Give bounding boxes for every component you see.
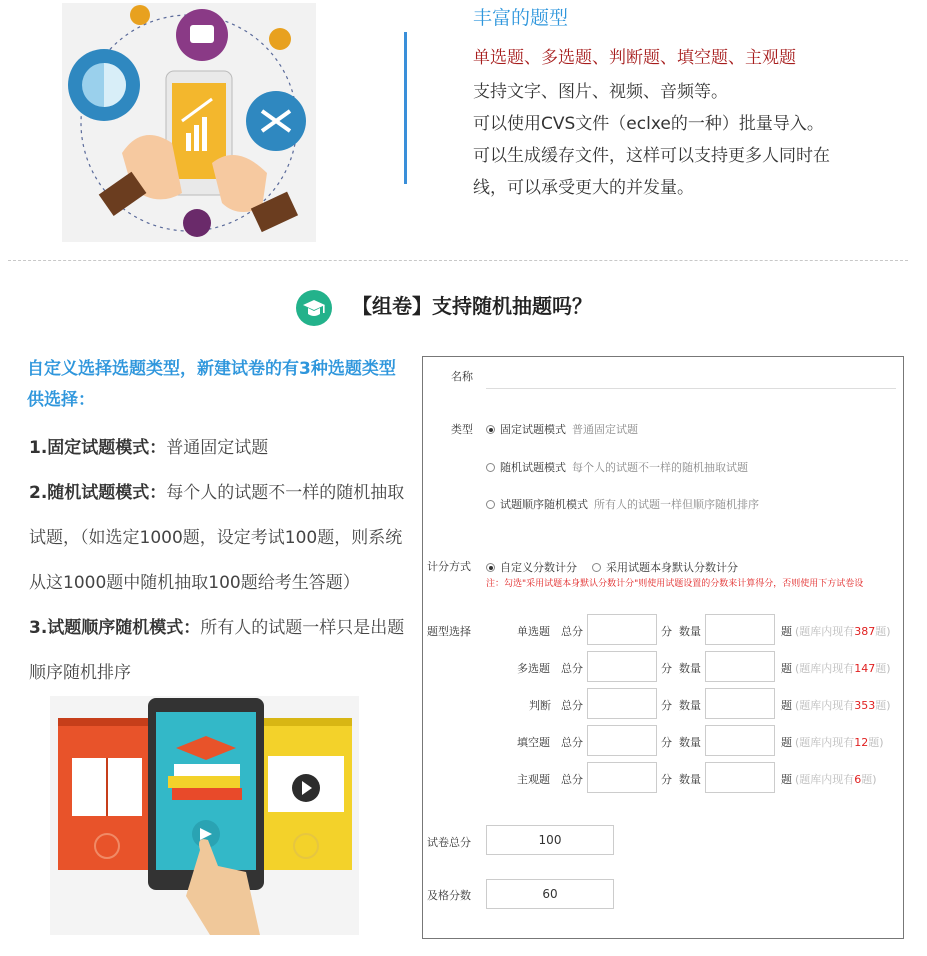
tablet-books-illustration bbox=[50, 696, 359, 935]
scoring-label: 计分方式 bbox=[427, 560, 471, 573]
feature-line: 线，可以承受更大的并发量。 bbox=[473, 178, 694, 198]
avail-suffix: 题) bbox=[861, 773, 877, 786]
mode-name: 3.试题顺序随机模式： bbox=[29, 618, 201, 638]
option-desc: 普通固定试题 bbox=[572, 423, 638, 436]
section-title: 【组卷】支持随机抽题吗？ bbox=[352, 294, 592, 318]
mode-item bbox=[29, 426, 419, 471]
name-label: 名称 bbox=[451, 370, 473, 383]
count-label: 数量 bbox=[679, 773, 701, 786]
graduation-cap-icon bbox=[296, 290, 332, 326]
avail-suffix: 题) bbox=[868, 736, 884, 749]
question-types-list: 单选题、多选题、判断题、填空题、主观题 bbox=[473, 48, 796, 68]
radio-icon[interactable] bbox=[592, 563, 601, 572]
option-desc: 所有人的试题一样但顺序随机排序 bbox=[594, 498, 759, 511]
mode-name: 2.随机试题模式： bbox=[29, 483, 167, 503]
total-score-label: 试卷总分 bbox=[427, 836, 471, 849]
pass-score-field[interactable]: 60 bbox=[486, 879, 614, 909]
avail-number: 387 bbox=[854, 625, 876, 638]
option-label: 固定试题模式 bbox=[500, 423, 566, 436]
fen-label: 分 bbox=[661, 773, 672, 786]
qtype-row-judge bbox=[483, 688, 899, 720]
total-label: 总分 bbox=[561, 736, 583, 749]
ti-label: 题 bbox=[781, 662, 792, 675]
count-input[interactable] bbox=[705, 614, 775, 645]
mode-desc: 每个人的试题不一样的随机抽取试题，（如选定1000题，设定考试100题，则系统从这1000题中随机抽取100题给考生答题） bbox=[29, 483, 405, 593]
qtype-name: 主观题 bbox=[517, 773, 550, 786]
avail-suffix: 题) bbox=[875, 662, 891, 675]
available-count bbox=[795, 623, 891, 639]
qtype-name: 多选题 bbox=[517, 662, 550, 675]
count-input[interactable] bbox=[705, 688, 775, 719]
total-label: 总分 bbox=[561, 662, 583, 675]
qtype-name: 填空题 bbox=[517, 736, 550, 749]
option-label: 随机试题模式 bbox=[500, 461, 566, 474]
mode-desc: 普通固定试题 bbox=[166, 438, 269, 458]
avail-number: 6 bbox=[854, 773, 862, 786]
avail-prefix: (题库内现有 bbox=[795, 699, 855, 712]
total-label: 总分 bbox=[561, 625, 583, 638]
qtype-row-fill bbox=[483, 725, 899, 757]
count-label: 数量 bbox=[679, 699, 701, 712]
available-count bbox=[795, 734, 884, 750]
feature-line: 支持文字、图片、视频、音频等。 bbox=[473, 82, 728, 102]
modes-list bbox=[29, 426, 419, 696]
avail-number: 147 bbox=[854, 662, 876, 675]
qtype-row-single bbox=[483, 614, 899, 646]
fen-label: 分 bbox=[661, 699, 672, 712]
fen-label: 分 bbox=[661, 736, 672, 749]
count-label: 数量 bbox=[679, 736, 701, 749]
qtype-row-multi bbox=[483, 651, 899, 683]
feature-line: 可以使用CVS文件（eclxe的一种）批量导入。 bbox=[473, 114, 824, 134]
count-label: 数量 bbox=[679, 625, 701, 638]
mode-name: 1.固定试题模式： bbox=[29, 438, 167, 458]
option-label: 试题顺序随机模式 bbox=[500, 498, 588, 511]
features-block bbox=[473, 4, 913, 204]
total-score-input[interactable] bbox=[587, 688, 657, 719]
qtype-row-subjective bbox=[483, 762, 899, 794]
qtype-name: 判断 bbox=[529, 699, 551, 712]
available-count bbox=[795, 697, 891, 713]
count-input[interactable] bbox=[705, 725, 775, 756]
count-input[interactable] bbox=[705, 651, 775, 682]
type-option-random[interactable] bbox=[486, 459, 748, 475]
ti-label: 题 bbox=[781, 736, 792, 749]
qtype-label: 题型选择 bbox=[427, 625, 471, 638]
hero-illustration bbox=[62, 3, 316, 242]
avail-suffix: 题) bbox=[875, 699, 891, 712]
radio-icon[interactable] bbox=[486, 463, 495, 472]
intro-text: 自定义选择选题类型，新建试卷的有3种选题类型供选择： bbox=[27, 359, 396, 410]
type-option-fixed[interactable] bbox=[486, 421, 638, 437]
ti-label: 题 bbox=[781, 625, 792, 638]
pass-score-label: 及格分数 bbox=[427, 889, 471, 902]
exam-form-panel bbox=[422, 356, 904, 939]
total-score-field[interactable]: 100 bbox=[486, 825, 614, 855]
name-input[interactable] bbox=[486, 363, 896, 389]
type-label: 类型 bbox=[451, 423, 473, 436]
divider-dotted bbox=[8, 260, 908, 261]
fen-label: 分 bbox=[661, 662, 672, 675]
total-score-input[interactable] bbox=[587, 762, 657, 793]
total-score-input[interactable] bbox=[587, 614, 657, 645]
scoring-option-custom[interactable] bbox=[486, 559, 577, 575]
count-input[interactable] bbox=[705, 762, 775, 793]
scoring-note: 注：勾选"采用试题本身默认分数计分"则使用试题设置的分数来计算得分，否则使用下方试卷设 bbox=[486, 579, 864, 589]
radio-selected-icon[interactable] bbox=[486, 425, 495, 434]
avail-prefix: (题库内现有 bbox=[795, 662, 855, 675]
total-label: 总分 bbox=[561, 773, 583, 786]
avail-suffix: 题) bbox=[875, 625, 891, 638]
total-score-input[interactable] bbox=[587, 651, 657, 682]
divider-vertical bbox=[404, 32, 407, 184]
available-count bbox=[795, 771, 877, 787]
fen-label: 分 bbox=[661, 625, 672, 638]
ti-label: 题 bbox=[781, 773, 792, 786]
radio-selected-icon[interactable] bbox=[486, 563, 495, 572]
qtype-name: 单选题 bbox=[517, 625, 550, 638]
option-label: 采用试题本身默认分数计分 bbox=[606, 561, 738, 574]
radio-icon[interactable] bbox=[486, 500, 495, 509]
avail-prefix: (题库内现有 bbox=[795, 625, 855, 638]
type-option-order-random[interactable] bbox=[486, 496, 759, 512]
phone-chart-illustration bbox=[62, 3, 316, 242]
scoring-option-default[interactable] bbox=[592, 559, 738, 575]
count-label: 数量 bbox=[679, 662, 701, 675]
education-illustration bbox=[50, 696, 359, 935]
avail-prefix: (题库内现有 bbox=[795, 736, 855, 749]
option-desc: 每个人的试题不一样的随机抽取试题 bbox=[572, 461, 748, 474]
features-title: 丰富的题型 bbox=[473, 7, 569, 29]
feature-line: 可以生成缓存文件，这样可以支持更多人同时在 bbox=[473, 146, 830, 166]
avail-number: 12 bbox=[854, 736, 869, 749]
available-count bbox=[795, 660, 891, 676]
option-label: 自定义分数计分 bbox=[500, 561, 577, 574]
mode-item bbox=[29, 471, 419, 606]
total-score-input[interactable] bbox=[587, 725, 657, 756]
avail-prefix: (题库内现有 bbox=[795, 773, 855, 786]
total-label: 总分 bbox=[561, 699, 583, 712]
avail-number: 353 bbox=[854, 699, 876, 712]
ti-label: 题 bbox=[781, 699, 792, 712]
mode-desc: 所有人的试题一样只是出题顺序随机排序 bbox=[29, 618, 405, 683]
mode-item bbox=[29, 606, 419, 696]
